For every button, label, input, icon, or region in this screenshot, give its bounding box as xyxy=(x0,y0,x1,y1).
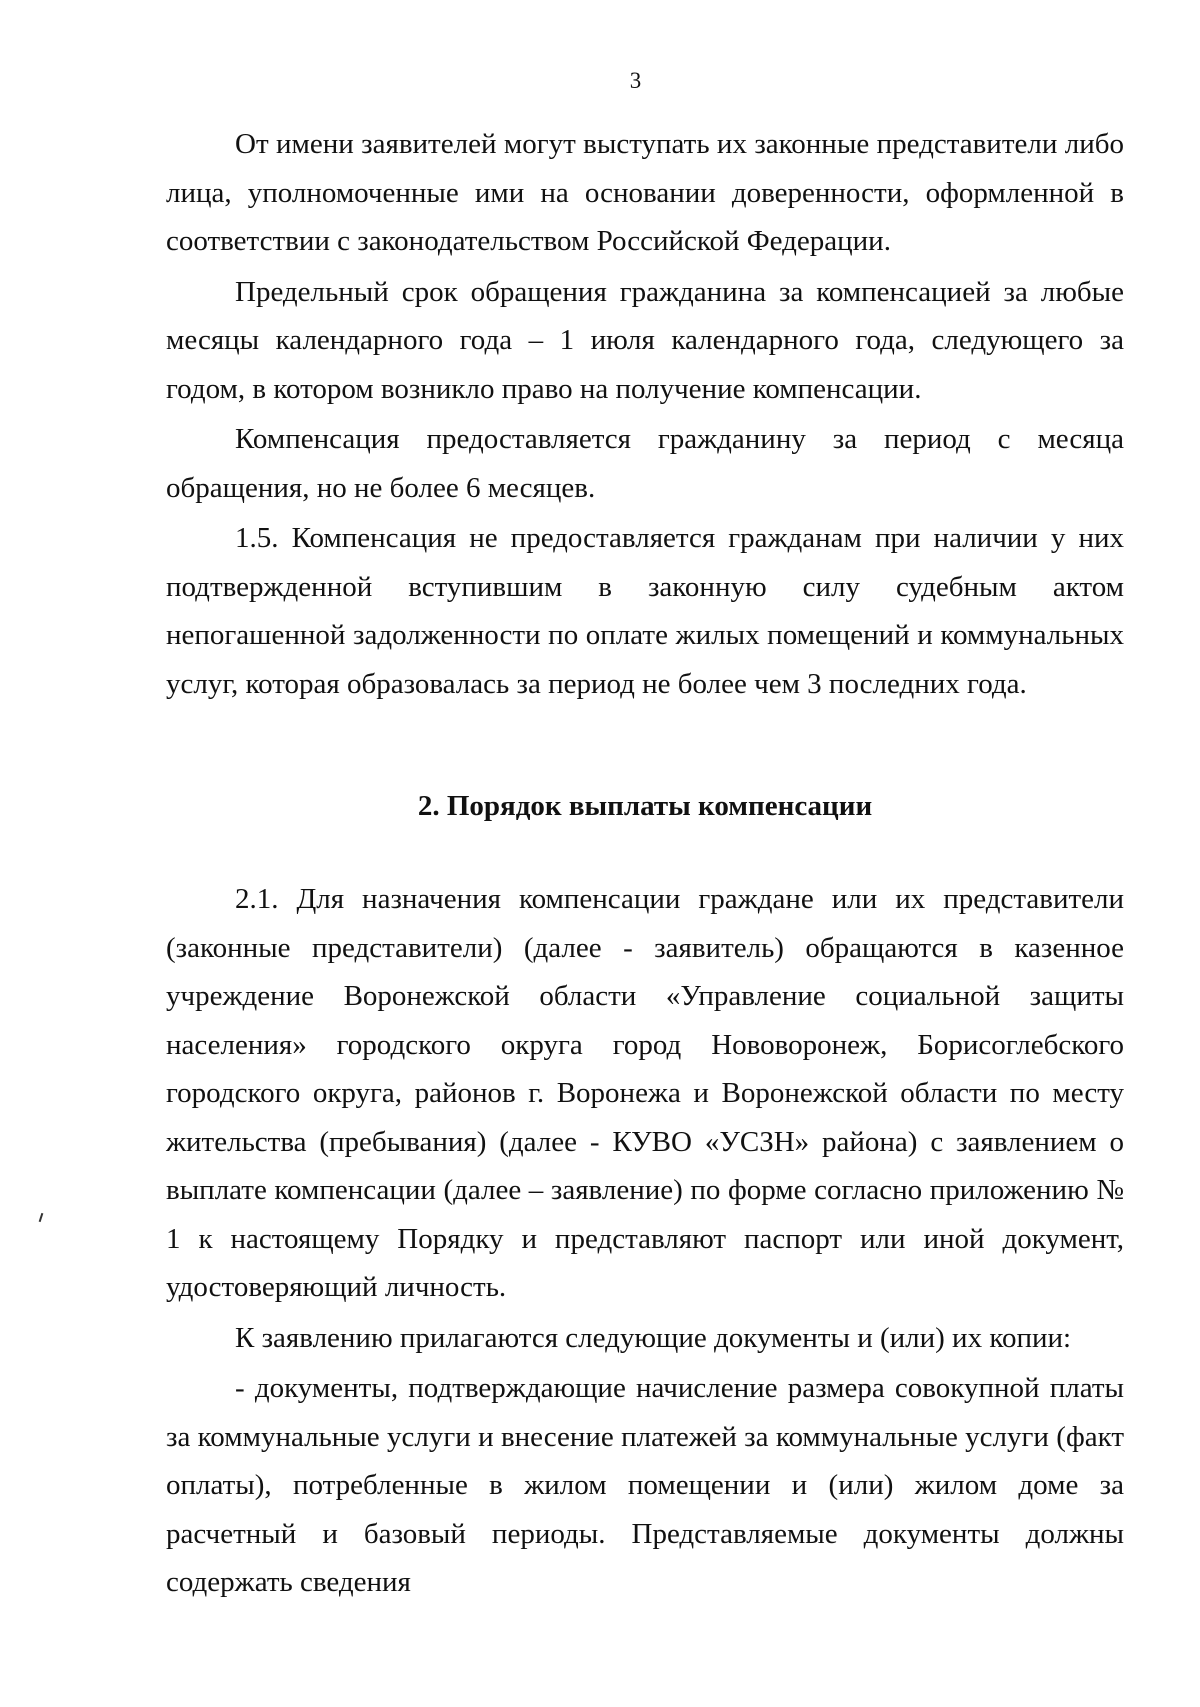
scan-speck xyxy=(39,1213,44,1222)
paragraph-2-1: 2.1. Для назначения компенсации граждане или их представители (законные представители) (далее - заявитель) обращаются в казенное учреждение Воронежской области «Управление социальной защиты населения» городского округа город Нововоронеж, Борисоглебского городского округа, районов г. Воронежа и Воронежской области по месту жительства (пребывания) (далее - КУВО «УСЗН» района) с заявлением о выплате компенсации (далее – заявление) по форме согласно приложению № 1 к настоящему Порядку и представляют паспорт или иной документ, удостоверяющий личность. xyxy=(166,883,1124,1303)
page-number: 3 xyxy=(629,68,642,93)
section-heading: 2. Порядок выплаты компенсации xyxy=(417,790,873,822)
paragraph-1-5: 1.5. Компенсация не предоставляется гражданам при наличии у них подтвержденной вступившим в законную силу судебным актом непогашенной задолженности по оплате жилых помещений и коммунальных услуг, которая образовалась за период не более чем 3 последних года. xyxy=(166,522,1124,700)
paragraph-attachments-intro: К заявлению прилагаются следующие документы и (или) их копии: xyxy=(235,1321,1072,1354)
section-1-text xyxy=(166,120,1124,708)
paragraph-deadline: Предельный срок обращения гражданина за компенсацией за любые месяцы календарного года – 1 июля календарного года, следующего за годом, в котором возникло право на получение компенсации. xyxy=(166,275,1124,405)
paragraph-documents-list-item: - документы, подтверждающие начисление размера совокупной платы за коммунальные услуги и внесение платежей за коммунальные услуги (факт оплаты), потребленные в жилом помещении и (или) жилом доме за расчетный и базовый периоды. Представляемые документы должны содержать сведения xyxy=(166,1372,1124,1598)
section-2-text xyxy=(166,875,1124,1607)
paragraph-compensation-period: Компенсация предоставляется гражданину за период с месяца обращения, но не более 6 месяцев. xyxy=(166,423,1124,504)
paragraph-representatives: От имени заявителей могут выступать их законные представители либо лица, уполномоченные ими на основании доверенности, оформленной в соответствии с законодательством Российской Федерации. xyxy=(166,128,1124,257)
